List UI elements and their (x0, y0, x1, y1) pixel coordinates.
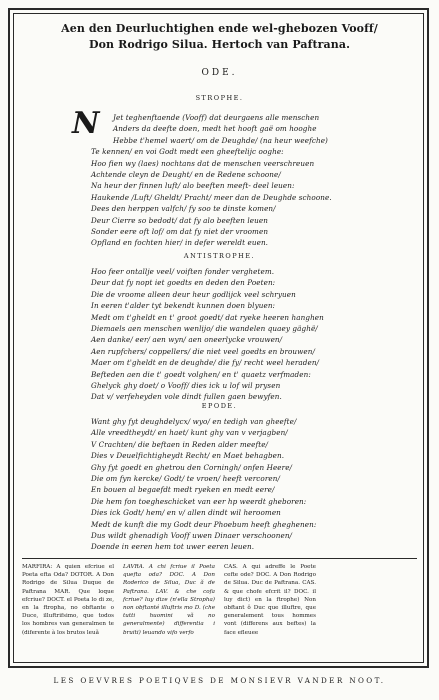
verse-line: Haukende /Luft/ Gheldt/ Pracht/ meer dan de Deughde schoone. (91, 192, 332, 202)
french-translation: CAS. A qui adreffe le Poete cefte ode? DOC. A Don Rodrigo de Silua. Duc de Paftrana. CAS. & que chofe efcrit il? DOC. il luy dict) en la ftrophe) Non obftant ô Duc que illuftre, que generalement tous hommes vont (differens aux beftes) la face efleuee (224, 564, 316, 636)
verse-line: Dat v/ verfeheyden vole dindt fullen gaen bewyfen. (91, 392, 282, 402)
epode-stanza (91, 416, 391, 553)
verse-line: In eeren t'alder tyt bekendt kunnen doen blyuen: (91, 301, 276, 311)
verse-line: Die om fyn kercke/ Godt/ te vroen/ heeft vercoren/ (91, 473, 280, 483)
verse-line: Dees den herppen valfch/ fy soo te dinste komen/ (91, 204, 276, 214)
drop-cap: N (72, 106, 100, 141)
verse-line: Deur Cierre so bedodt/ dat fy alo beeften leuen (91, 215, 268, 225)
verse-line: Ghy fyt goedt en ghetrou den Corningh/ onfen Heere/ (91, 462, 293, 472)
verse-line: Opfland en fochten hier/ in defer wereldt euen. (91, 238, 269, 248)
verse-line: Die de vroome alleen deur heur godlijck veel schryuen (91, 289, 296, 299)
verse-line: En bouen al begaefdt medt ryeken en medt eere/ (91, 485, 275, 495)
verse-line: Want ghy fyt deughdelycx/ wyo/ en tedigh van gheefte/ (91, 417, 297, 426)
verse-line: Te kennen/ en voi Godt medt een gheeftelijc ooghe: (91, 147, 284, 157)
verse-line: V Crachten/ die beftaen in Reden alder meefte/ (91, 439, 269, 449)
verse-line: Sonder eere oft lof/ om dat fy niet der vroomen (91, 226, 269, 236)
verse-line: Ghelyck ghy doet/ o Vooff/ dies ick u lof wil prysen (91, 380, 281, 390)
translation-columns (22, 563, 417, 658)
verse-line: Anders da deefte doen, medt het hooft gaë om hooghe (113, 124, 317, 134)
verse-line: Hoo fien wy (laes) nochtans dat de menschen veerschreuen (91, 158, 315, 168)
epode-heading: EPODE. (201, 402, 238, 410)
verse-line: Hebbe t'hemel waert/ om de Deughde/ (na heur weefche) (113, 135, 328, 145)
verse-line: Jet teghenftaende (Vooff) dat deurgaens alle menschen (113, 113, 320, 122)
verse-line: Doende in eeren hem tot uwer eeren leuen. (91, 542, 255, 552)
dedication-title-line-2: Don Rodrigo Silua. Hertoch van Paftrana. (88, 38, 351, 51)
spanish-translation: MARFIRA: A quien efcriue el Poeta efta Oda? DOTOR. A Don Rodrigo de Silua Duque de Paftrana MAR. Que loque efcriue? DOCT. el Poeta lo di ze, en la ftropha, no obftante o Duce, illuftrifsimo, que todos los hombres van generalmen te (diferente à los brutos leuã (22, 564, 114, 636)
verse-line: Medt om t'gheldt en t' groot goedt/ dat ryeke heeren hanghen (91, 312, 324, 322)
strophe-stanza (91, 112, 391, 249)
verse-line: Deur dat fy nopt iet goedts en deden den Poeten: (91, 278, 276, 288)
strophe-heading: STROPHE. (195, 94, 244, 102)
running-footer: LES OEVVRES POETIQVES DE MONSIEVR VANDER NOOT. (53, 676, 386, 685)
antistrophe-stanza (91, 266, 391, 403)
verse-line: Aen danke/ eer/ aen wyn/ aen oneerlycke vrouwen/ (91, 335, 283, 345)
verse-line: Alle vreedtheydt/ en haet/ kunt ghy van v verjagben/ (91, 428, 288, 438)
verse-line: Aen rupfchers/ coppellers/ die niet veel goedts en brouwen/ (91, 346, 316, 356)
verse-line: Achtende cleyn de Deught/ en de Redene schoone/ (91, 169, 281, 179)
verse-line: Na heur der finnen luft/ alo beeften meeft- deel leuen: (91, 181, 295, 191)
verse-line: Dies v Deuelfichtigheydt Recht/ en Maet behagben. (91, 451, 285, 461)
verse-line: Diemaels aen menschen wenlijo/ die wandelen quaey gäghë/ (91, 323, 318, 333)
verse-line: Hoo feer ontallje veel/ voiften fonder verghetem. (91, 267, 275, 276)
italian-translation: LAVRA. A chi fcriue il Poeta quefta oda? DOC. A Don Roderico de Silua, Duc ă de Paftrana. LAV. & che cofa fcriue? luy dize (n'ella Stropha) non obftanté illuftris mo D. (che tutti huomini vă no generalmente) differentia i bruiti) leuando vifo verfo (123, 564, 215, 636)
verse-line: Medt de kunft die my Godt deur Phoebum heeft gheghenen: (91, 519, 317, 529)
verse-line: Dus wildt ghenadigh Vooff uwen Dinaer verschoonen/ (91, 530, 293, 540)
verse-line: Maer om t'gheldt en de deughde/ die fy/ recht weel heraden/ (91, 358, 320, 368)
verse-line: Die hem fon toegheschicket van eer hp weerdt gheboren: (91, 496, 307, 506)
antistrophe-heading: ANTISTROPHE. (183, 252, 256, 260)
footer-divider (22, 662, 417, 663)
dedication-title-line-1: Aen den Deurluchtighen ende wel-ghebozen Vooff/ (61, 22, 378, 35)
ode-heading: ODE. (201, 68, 238, 78)
section-divider (22, 558, 417, 559)
verse-line: Dies ick Godt/ hem/ en v/ allen dindt wil heroomen (91, 508, 281, 518)
verse-line: Befteden aen die t' goedt volghen/ en t' quaetz verfmaden: (91, 369, 311, 379)
